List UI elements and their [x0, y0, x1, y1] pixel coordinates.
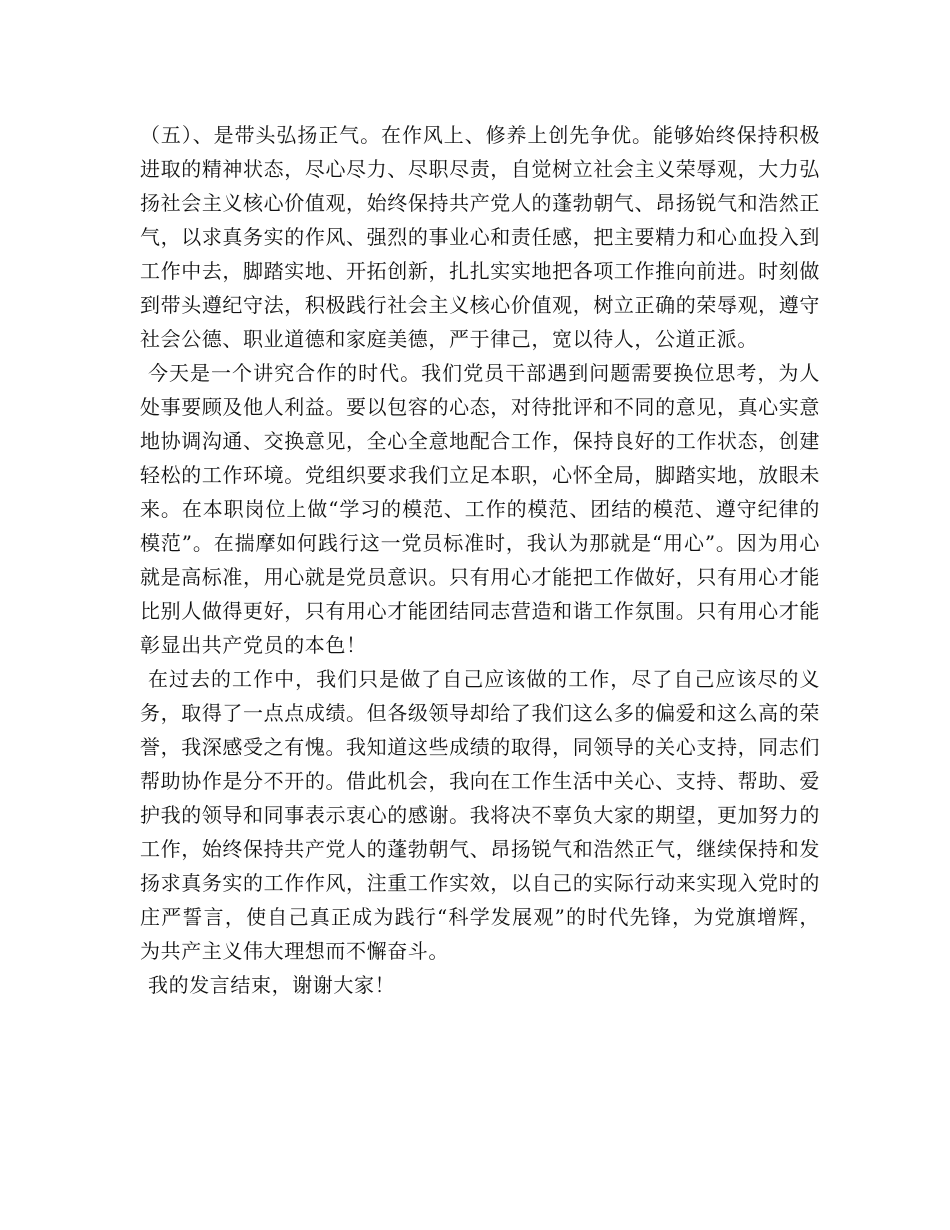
- paragraph-upholding-integrity: （五）、是带头弘扬正气。在作风上、修养上创先争优。能够始终保持积极进取的精神状态，尽心尽力、尽职尽责，自觉树立社会主义荣辱观，大力弘扬社会主义核心价值观，始终保持共产党人的蓬勃朝气、昂扬锐气和浩然正气，以求真务实的作风、强烈的事业心和责任感，把主要精力和心血投入到工作中去，脚踏实地、开拓创新，扎扎实实地把各项工作推向前进。时刻做到带头遵纪守法，积极践行社会主义核心价值观，树立正确的荣辱观，遵守社会公德、职业道德和家庭美德，严于律己，宽以待人，公道正派。: [140, 123, 820, 351]
- paragraph-gratitude: 在过去的工作中，我们只是做了自己应该做的工作，尽了自己应该尽的义务，取得了一点点成绩。但各级领导却给了我们这么多的偏爱和这么高的荣誉，我深感受之有愧。我知道这些成绩的取得，同领导的关心支持，同志们帮助协作是分不开的。借此机会，我向在工作生活中关心、支持、帮助、爱护我的领导和同事表示衷心的感谢。我将决不辜负大家的期望，更加努力的工作，始终保持共产党人的蓬勃朝气、昂扬锐气和浩然正气，继续保持和发扬求真务实的工作作风，注重工作实效，以自己的实际行动来实现入党时的庄严誓言，使自己真正成为践行“科学发展观”的时代先锋，为党旗增辉，为共产主义伟大理想而不懈奋斗。: [140, 667, 820, 963]
- paragraph-cooperation: 今天是一个讲究合作的时代。我们党员干部遇到问题需要换位思考，为人处事要顾及他人利益。要以包容的心态，对待批评和不同的意见，真心实意地协调沟通、交换意见，全心全意地配合工作，保持良好的工作状态，创建轻松的工作环境。党组织要求我们立足本职，心怀全局，脚踏实地，放眼未来。在本职岗位上做“学习的模范、工作的模范、团结的模范、遵守纪律的模范”。在揣摩如何践行这一党员标准时，我认为那就是“用心”。因为用心就是高标准，用心就是党员意识。只有用心才能把工作做好，只有用心才能比别人做得更好，只有用心才能团结同志营造和谐工作氛围。只有用心才能彰显出共产党员的本色！: [140, 361, 820, 657]
- document-body: [140, 118, 820, 1002]
- paragraph-closing: 我的发言结束，谢谢大家！: [148, 973, 396, 997]
